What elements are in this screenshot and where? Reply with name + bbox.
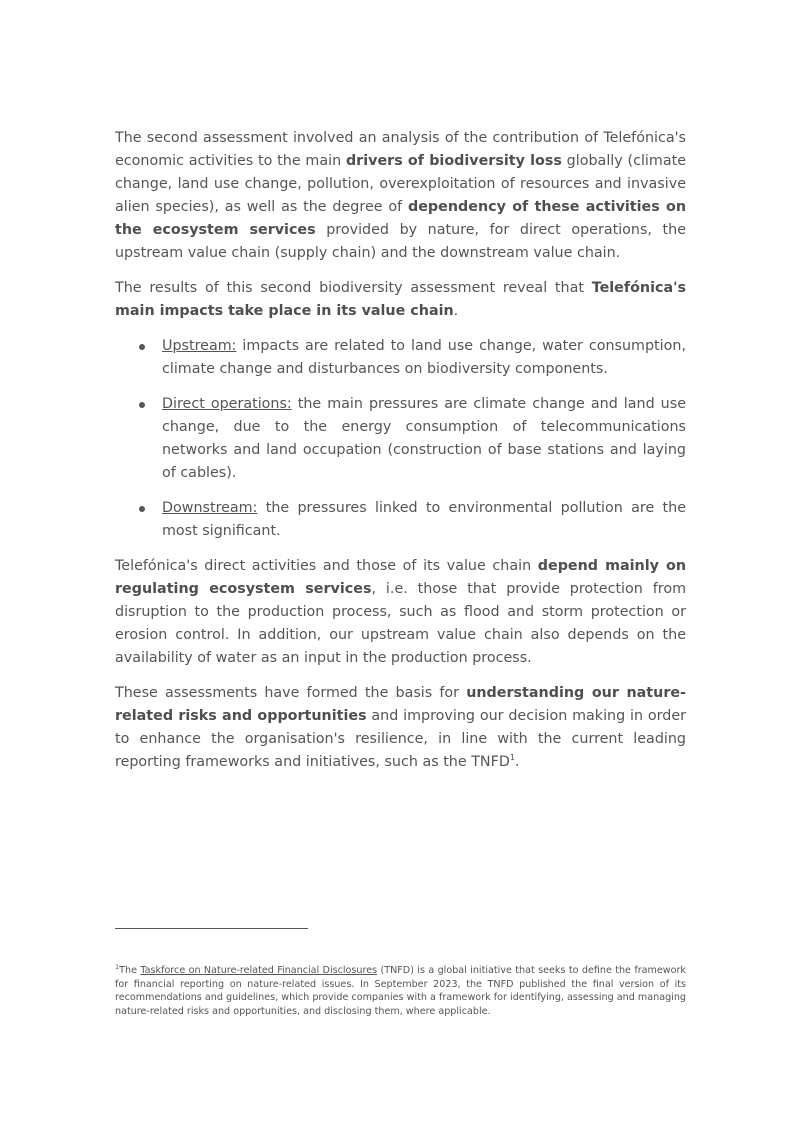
paragraph-assessment: The second assessment involved an analysis of the contribution of Telefónica's economic activities to the main drivers of biodiversity loss globally (climate change, land use change, pollution, overexploitation of resources and invasive alien species), as well as the degree of dependency of these activities on the ecosystem services provided by nature, for direct operations, the upstream value chain (supply chain) and the downstream value chain. [115, 130, 687, 261]
body-text [115, 127, 686, 786]
list-item-label: Direct operations: [162, 396, 292, 412]
bullet-icon [139, 344, 145, 350]
footnote-reference[interactable]: 1 [509, 753, 515, 763]
list-item-text: the pressures linked to environmental pollution are the most significant. [162, 500, 686, 539]
list-item-upstream [115, 335, 686, 381]
list-item-label: Downstream: [162, 500, 258, 516]
impacts-list [115, 335, 686, 543]
bold-dependency-ecosystem-services: dependency of these activities on the ecosystem services [115, 199, 687, 238]
bullet-icon [139, 402, 145, 408]
bold-main-impacts: Telefónica's main impacts take place in its value chain [115, 280, 686, 319]
bullet-icon [139, 506, 145, 512]
footnote-marker: 1 [115, 962, 120, 971]
footnote-divider [115, 928, 308, 929]
paragraph-risks-opportunities: These assessments have formed the basis for understanding our nature-related risks and opportunities and improving our decision making in order to enhance the organisation's resilience, in line with the current leading reporting frameworks and initiatives, such as the TNFD$^1$. [115, 685, 686, 770]
bold-regulating-services: depend mainly on regulating ecosystem services [115, 558, 686, 597]
list-item-direct-operations [115, 393, 686, 485]
paragraph-results: The results of this second biodiversity assessment reveal that Telefónica's main impacts take place in its value chain. [115, 280, 686, 319]
list-item-label: Upstream: [162, 338, 237, 354]
list-item-text: impacts are related to land use change, water consumption, climate change and disturbances on biodiversity components. [162, 338, 686, 377]
paragraph-dependencies: Telefónica's direct activities and those of its value chain depend mainly on regulating ecosystem services, i.e. those that provide protection from disruption to the production process, such as flood and storm protection or erosion control. In addition, our upstream value chain also depends on the availability of water as an input in the production process. [115, 558, 687, 666]
list-item-downstream [115, 497, 686, 543]
bold-risks-opportunities: understanding our nature-related risks and opportunities [115, 685, 686, 724]
footnote: $^1$The Taskforce on Nature-related Financial Disclosures (TNFD) is a global initiative that seeks to define the framework for financial reporting on nature-related issues. In September 2023, the TNFD published the final version of its recommendations and guidelines, which provide companies with a framework for identifying, assessing and managing nature-related risks and opportunities, and disclosing them, where applicable. [115, 962, 686, 1017]
list-item-text: the main pressures are climate change and land use change, due to the energy consumption of telecommunications networks and land occupation (construction of base stations and laying of cables). [162, 396, 686, 481]
bold-drivers-biodiversity-loss: drivers of biodiversity loss [345, 153, 562, 169]
tnfd-link[interactable]: Taskforce on Nature-related Financial Disclosures [140, 965, 378, 976]
